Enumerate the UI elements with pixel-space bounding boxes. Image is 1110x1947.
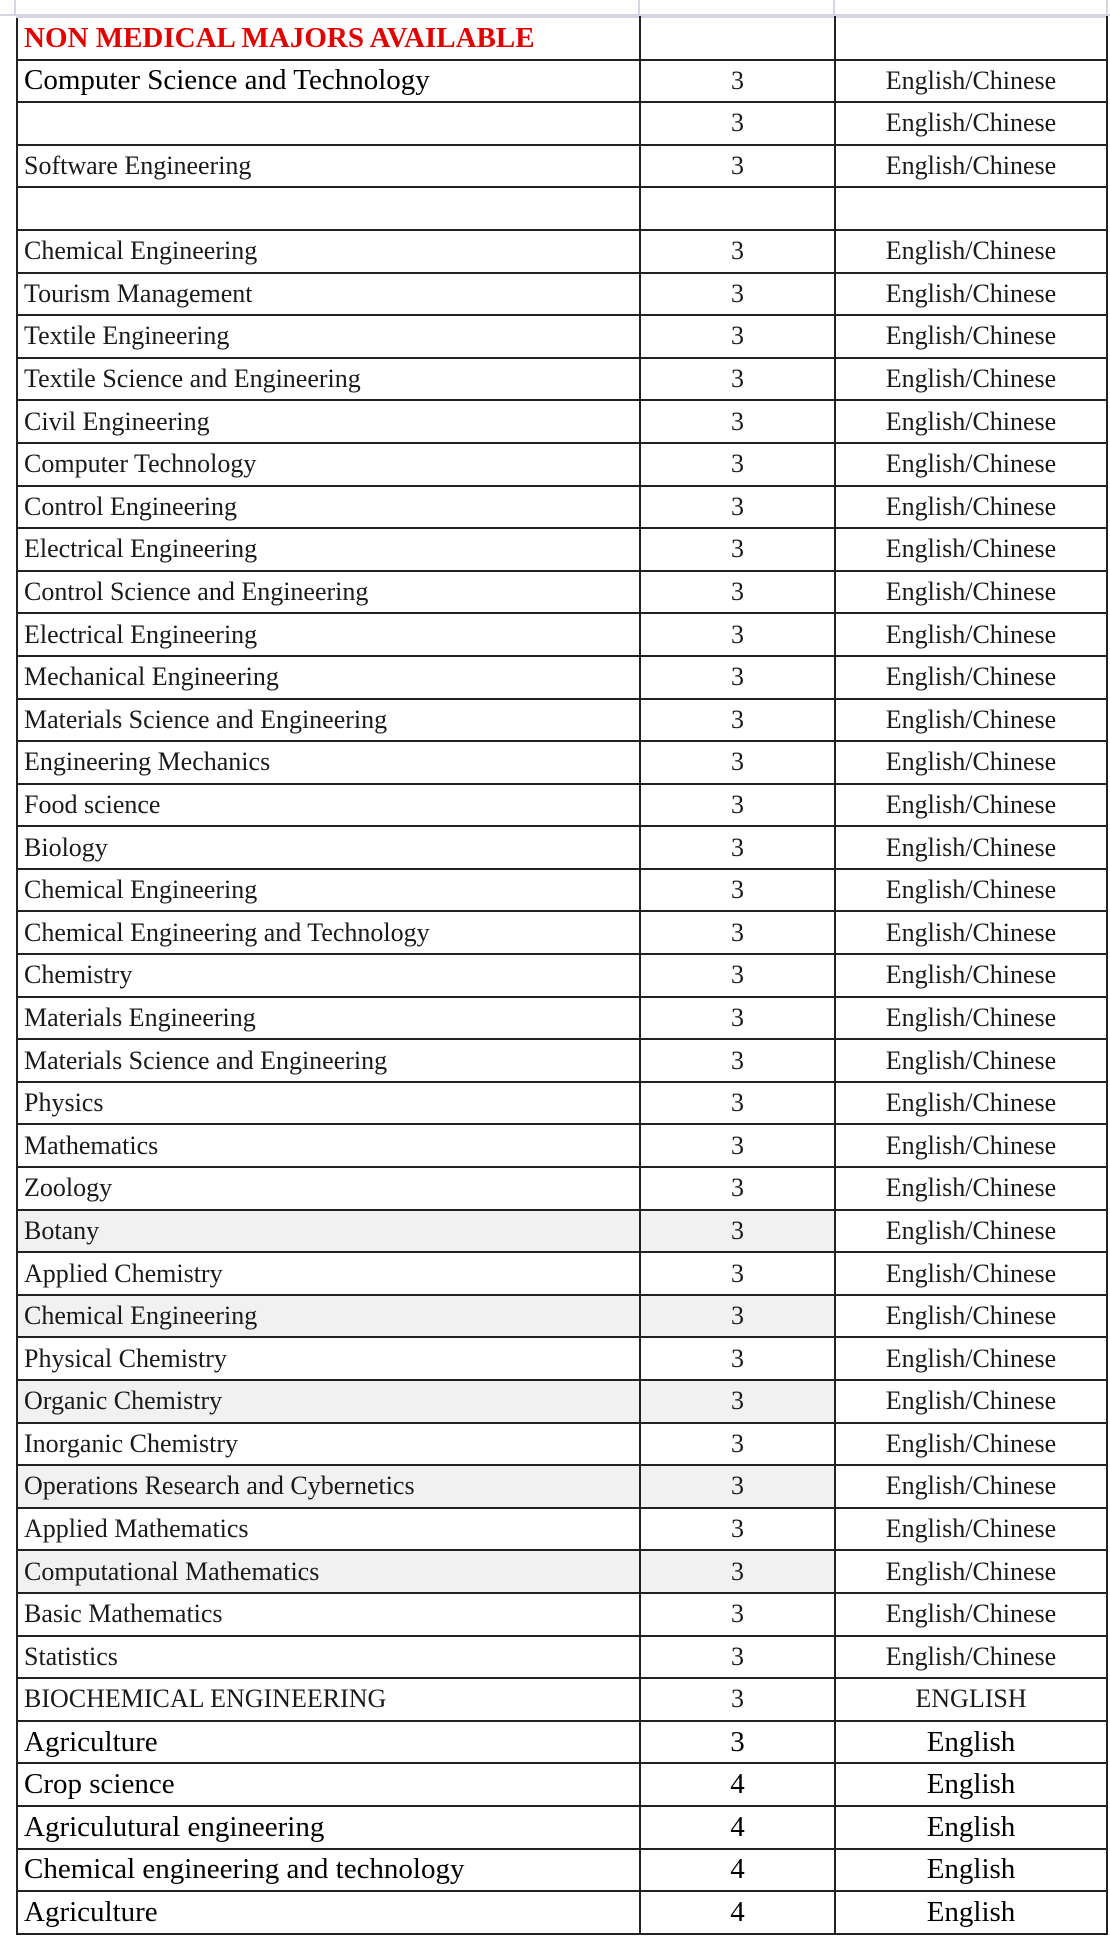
language-cell[interactable]: English/Chinese xyxy=(835,1210,1107,1253)
major-cell[interactable]: Control Science and Engineering xyxy=(17,571,640,614)
table-row xyxy=(17,1380,1107,1423)
major-cell[interactable]: Computational Mathematics xyxy=(17,1550,640,1593)
major-cell[interactable]: Organic Chemistry xyxy=(17,1380,640,1423)
table-row xyxy=(17,954,1107,997)
language-cell[interactable] xyxy=(835,187,1107,230)
years-cell[interactable]: 3 xyxy=(640,60,835,103)
years-cell[interactable]: 3 xyxy=(640,1678,835,1721)
major-cell[interactable]: Physics xyxy=(17,1082,640,1125)
years-cell[interactable]: 3 xyxy=(640,656,835,699)
years-cell[interactable]: 3 xyxy=(640,1124,835,1167)
table-row xyxy=(17,1550,1107,1593)
gridline-col-d xyxy=(1106,0,1108,16)
table-row xyxy=(17,486,1107,529)
table-row xyxy=(17,1806,1107,1849)
table-row xyxy=(17,230,1107,273)
header-empty-cell[interactable] xyxy=(640,17,835,60)
major-cell[interactable]: Textile Engineering xyxy=(17,315,640,358)
years-cell[interactable]: 3 xyxy=(640,400,835,443)
major-cell[interactable]: Physical Chemistry xyxy=(17,1337,640,1380)
language-cell[interactable]: English/Chinese xyxy=(835,741,1107,784)
table-row xyxy=(17,315,1107,358)
language-cell[interactable]: English/Chinese xyxy=(835,486,1107,529)
table-row xyxy=(17,1039,1107,1082)
major-cell[interactable]: Tourism Management xyxy=(17,273,640,316)
table-header-row xyxy=(17,17,1107,60)
language-cell[interactable]: English/Chinese xyxy=(835,1465,1107,1508)
header-empty-cell[interactable] xyxy=(835,17,1107,60)
years-cell[interactable]: 3 xyxy=(640,571,835,614)
language-cell[interactable]: English/Chinese xyxy=(835,60,1107,103)
language-cell[interactable]: English/Chinese xyxy=(835,699,1107,742)
major-cell[interactable]: Electrical Engineering xyxy=(17,613,640,656)
table-row xyxy=(17,358,1107,401)
table-row xyxy=(17,1252,1107,1295)
language-cell[interactable]: English/Chinese xyxy=(835,613,1107,656)
language-cell[interactable]: English/Chinese xyxy=(835,826,1107,869)
major-cell[interactable]: Mechanical Engineering xyxy=(17,656,640,699)
major-cell[interactable]: Computer Technology xyxy=(17,443,640,486)
major-cell[interactable]: Mathematics xyxy=(17,1124,640,1167)
years-cell[interactable]: 3 xyxy=(640,145,835,188)
years-cell[interactable]: 3 xyxy=(640,486,835,529)
language-cell[interactable]: English/Chinese xyxy=(835,443,1107,486)
major-cell[interactable]: Chemical engineering and technology xyxy=(17,1849,640,1892)
table-row xyxy=(17,1593,1107,1636)
gridline-col-b xyxy=(638,0,640,16)
major-cell[interactable]: Agriculture xyxy=(17,1721,640,1764)
years-cell[interactable]: 3 xyxy=(640,315,835,358)
years-cell[interactable]: 3 xyxy=(640,1167,835,1210)
table-row xyxy=(17,1508,1107,1551)
major-cell[interactable]: BIOCHEMICAL ENGINEERING xyxy=(17,1678,640,1721)
table-row xyxy=(17,1082,1107,1125)
table-row xyxy=(17,997,1107,1040)
major-cell[interactable]: Botany xyxy=(17,1210,640,1253)
table-row xyxy=(17,869,1107,912)
majors-table xyxy=(16,16,1108,1935)
major-cell[interactable]: Basic Mathematics xyxy=(17,1593,640,1636)
major-cell[interactable]: Chemical Engineering xyxy=(17,869,640,912)
major-cell[interactable]: Biology xyxy=(17,826,640,869)
language-cell[interactable]: English/Chinese xyxy=(835,571,1107,614)
major-cell[interactable]: Textile Science and Engineering xyxy=(17,358,640,401)
language-cell[interactable]: English xyxy=(835,1891,1107,1934)
years-cell[interactable]: 3 xyxy=(640,1423,835,1466)
table-row xyxy=(17,1721,1107,1764)
table-row xyxy=(17,1210,1107,1253)
years-cell[interactable]: 3 xyxy=(640,1082,835,1125)
years-cell[interactable]: 3 xyxy=(640,613,835,656)
table-row xyxy=(17,1849,1107,1892)
language-cell[interactable]: English/Chinese xyxy=(835,1636,1107,1679)
years-cell[interactable]: 3 xyxy=(640,1465,835,1508)
table-row xyxy=(17,741,1107,784)
years-cell[interactable]: 3 xyxy=(640,954,835,997)
years-cell[interactable]: 3 xyxy=(640,997,835,1040)
major-cell[interactable]: Computer Science and Technology xyxy=(17,60,640,103)
years-cell[interactable]: 3 xyxy=(640,102,835,145)
major-cell[interactable] xyxy=(17,187,640,230)
language-cell[interactable]: English/Chinese xyxy=(835,1252,1107,1295)
language-cell[interactable]: English/Chinese xyxy=(835,1380,1107,1423)
language-cell[interactable]: English/Chinese xyxy=(835,784,1107,827)
major-cell[interactable]: Applied Chemistry xyxy=(17,1252,640,1295)
years-cell[interactable] xyxy=(640,187,835,230)
language-cell[interactable]: English/Chinese xyxy=(835,1593,1107,1636)
table-title[interactable]: NON MEDICAL MAJORS AVAILABLE xyxy=(17,17,640,60)
table-row xyxy=(17,443,1107,486)
major-cell[interactable]: Inorganic Chemistry xyxy=(17,1423,640,1466)
table-row xyxy=(17,1465,1107,1508)
table-row xyxy=(17,911,1107,954)
table-row xyxy=(17,273,1107,316)
language-cell[interactable]: English/Chinese xyxy=(835,1124,1107,1167)
years-cell[interactable]: 4 xyxy=(640,1891,835,1934)
years-cell[interactable]: 3 xyxy=(640,273,835,316)
language-cell[interactable]: English/Chinese xyxy=(835,954,1107,997)
language-cell[interactable]: English/Chinese xyxy=(835,869,1107,912)
years-cell[interactable]: 3 xyxy=(640,784,835,827)
major-cell[interactable]: Electrical Engineering xyxy=(17,528,640,571)
years-cell[interactable]: 3 xyxy=(640,1380,835,1423)
language-cell[interactable]: English/Chinese xyxy=(835,528,1107,571)
gridline-col-c xyxy=(833,0,835,16)
table-row xyxy=(17,1423,1107,1466)
language-cell[interactable]: English xyxy=(835,1849,1107,1892)
major-cell[interactable]: Materials Engineering xyxy=(17,997,640,1040)
table-row xyxy=(17,400,1107,443)
major-cell[interactable]: Operations Research and Cybernetics xyxy=(17,1465,640,1508)
language-cell[interactable]: English/Chinese xyxy=(835,1508,1107,1551)
years-cell[interactable]: 3 xyxy=(640,1252,835,1295)
major-cell[interactable]: Chemistry xyxy=(17,954,640,997)
years-cell[interactable]: 3 xyxy=(640,443,835,486)
years-cell[interactable]: 3 xyxy=(640,358,835,401)
years-cell[interactable]: 3 xyxy=(640,1636,835,1679)
years-cell[interactable]: 3 xyxy=(640,1337,835,1380)
years-cell[interactable]: 4 xyxy=(640,1806,835,1849)
language-cell[interactable]: English/Chinese xyxy=(835,1550,1107,1593)
table-row xyxy=(17,699,1107,742)
table-row xyxy=(17,102,1107,145)
language-cell[interactable]: English/Chinese xyxy=(835,315,1107,358)
language-cell[interactable]: English/Chinese xyxy=(835,102,1107,145)
table-row xyxy=(17,528,1107,571)
years-cell[interactable]: 4 xyxy=(640,1849,835,1892)
years-cell[interactable]: 3 xyxy=(640,826,835,869)
years-cell[interactable]: 3 xyxy=(640,1210,835,1253)
major-cell[interactable]: Applied Mathematics xyxy=(17,1508,640,1551)
language-cell[interactable]: English/Chinese xyxy=(835,1039,1107,1082)
language-cell[interactable]: English/Chinese xyxy=(835,1423,1107,1466)
major-cell[interactable]: Chemical Engineering xyxy=(17,1295,640,1338)
major-cell[interactable]: Statistics xyxy=(17,1636,640,1679)
major-cell[interactable]: Engineering Mechanics xyxy=(17,741,640,784)
table-row xyxy=(17,571,1107,614)
years-cell[interactable]: 3 xyxy=(640,699,835,742)
major-cell[interactable]: Chemical Engineering and Technology xyxy=(17,911,640,954)
years-cell[interactable]: 3 xyxy=(640,741,835,784)
language-cell[interactable]: English/Chinese xyxy=(835,1295,1107,1338)
table-row xyxy=(17,1337,1107,1380)
table-row xyxy=(17,784,1107,827)
table-row xyxy=(17,1295,1107,1338)
years-cell[interactable]: 3 xyxy=(640,1721,835,1764)
major-cell[interactable]: Materials Science and Engineering xyxy=(17,1039,640,1082)
language-cell[interactable]: English/Chinese xyxy=(835,911,1107,954)
language-cell[interactable]: English/Chinese xyxy=(835,997,1107,1040)
language-cell[interactable]: English xyxy=(835,1806,1107,1849)
major-cell[interactable]: Chemical Engineering xyxy=(17,230,640,273)
table-row xyxy=(17,613,1107,656)
language-cell[interactable]: English/Chinese xyxy=(835,1337,1107,1380)
gridline-col-a xyxy=(14,0,16,16)
language-cell[interactable]: English/Chinese xyxy=(835,1167,1107,1210)
table-row xyxy=(17,1167,1107,1210)
language-cell[interactable]: English/Chinese xyxy=(835,1082,1107,1125)
language-cell[interactable]: English/Chinese xyxy=(835,273,1107,316)
language-cell[interactable]: ENGLISH xyxy=(835,1678,1107,1721)
language-cell[interactable]: English xyxy=(835,1763,1107,1806)
years-cell[interactable]: 4 xyxy=(640,1763,835,1806)
years-cell[interactable]: 3 xyxy=(640,911,835,954)
years-cell[interactable]: 3 xyxy=(640,1550,835,1593)
language-cell[interactable]: English/Chinese xyxy=(835,400,1107,443)
table-row xyxy=(17,1763,1107,1806)
table-row xyxy=(17,826,1107,869)
years-cell[interactable]: 3 xyxy=(640,230,835,273)
table-row xyxy=(17,187,1107,230)
years-cell[interactable]: 3 xyxy=(640,1593,835,1636)
years-cell[interactable]: 3 xyxy=(640,869,835,912)
language-cell[interactable]: English xyxy=(835,1721,1107,1764)
language-cell[interactable]: English/Chinese xyxy=(835,358,1107,401)
years-cell[interactable]: 3 xyxy=(640,1039,835,1082)
major-cell[interactable]: Civil Engineering xyxy=(17,400,640,443)
language-cell[interactable]: English/Chinese xyxy=(835,656,1107,699)
language-cell[interactable]: English/Chinese xyxy=(835,145,1107,188)
table-row xyxy=(17,656,1107,699)
table-row xyxy=(17,1124,1107,1167)
table-row xyxy=(17,145,1107,188)
major-cell[interactable]: Materials Science and Engineering xyxy=(17,699,640,742)
table-row xyxy=(17,60,1107,103)
years-cell[interactable]: 3 xyxy=(640,1295,835,1338)
table-row xyxy=(17,1636,1107,1679)
major-cell[interactable]: Control Engineering xyxy=(17,486,640,529)
major-cell[interactable]: Crop science xyxy=(17,1763,640,1806)
table-row xyxy=(17,1891,1107,1934)
table-row xyxy=(17,1678,1107,1721)
language-cell[interactable]: English/Chinese xyxy=(835,230,1107,273)
years-cell[interactable]: 3 xyxy=(640,1508,835,1551)
major-cell[interactable]: Agriculture xyxy=(17,1891,640,1934)
major-cell[interactable]: Software Engineering xyxy=(17,145,640,188)
years-cell[interactable]: 3 xyxy=(640,528,835,571)
major-cell[interactable] xyxy=(17,102,640,145)
major-cell[interactable]: Agriculutural engineering xyxy=(17,1806,640,1849)
major-cell[interactable]: Zoology xyxy=(17,1167,640,1210)
major-cell[interactable]: Food science xyxy=(17,784,640,827)
